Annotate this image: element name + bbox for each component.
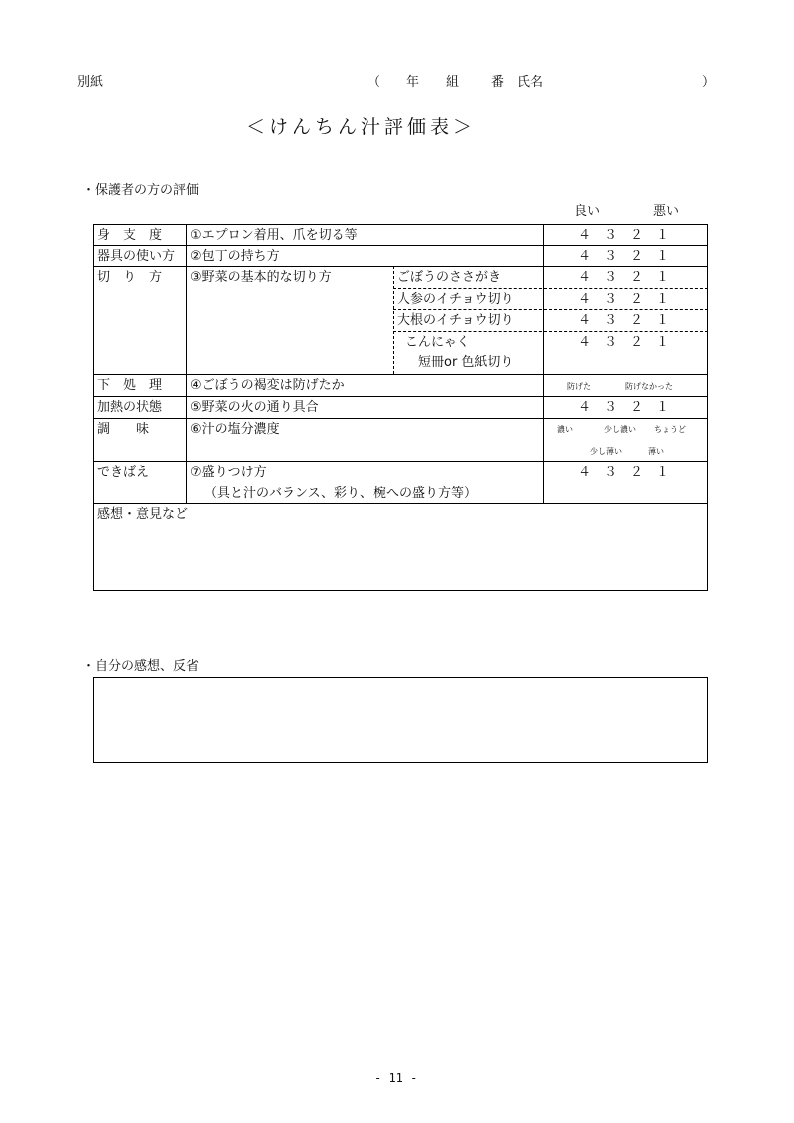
row6-option-weak[interactable]: 薄い xyxy=(648,447,664,456)
row7-category: できばえ xyxy=(97,465,150,480)
row1-item: ①エプロン着用、爪を切る等 xyxy=(190,228,358,243)
open-paren: （ xyxy=(367,75,381,90)
row2-item: ②包丁の持ち方 xyxy=(190,249,280,264)
row4-category: 下 処 理 xyxy=(97,378,163,393)
section2-heading: ・自分の感想、反省 xyxy=(82,659,200,674)
page-title: ＜けんちん汁評価表＞ xyxy=(246,116,477,138)
row6-option-slightly-strong[interactable]: 少し濃い xyxy=(604,425,636,434)
row3-category: 切 り 方 xyxy=(97,270,163,285)
name-label: 氏名 xyxy=(517,75,544,90)
year-label: 年 xyxy=(406,75,420,90)
row7-score[interactable]: ４ ３ ２ １ xyxy=(578,465,670,480)
row6-option-strong[interactable]: 濃い xyxy=(557,425,573,434)
row3-score2[interactable]: ４ ３ ２ １ xyxy=(578,292,670,307)
row3-sub4-line1: こんにゃく xyxy=(405,335,470,350)
row7-item: ⑦盛りつけ方 xyxy=(190,465,267,480)
row3-sub2: 人参のイチョウ切り xyxy=(397,292,514,307)
row5-category: 加熱の状態 xyxy=(97,400,163,415)
comment-area[interactable] xyxy=(94,525,706,589)
row6-option-just-right[interactable]: ちょうど xyxy=(654,425,686,434)
row3-item: ③野菜の基本的な切り方 xyxy=(190,270,332,285)
row3-sub1: ごぼうのささがき xyxy=(397,270,502,285)
row6-category: 調 味 xyxy=(97,422,150,437)
page-number: - 11 - xyxy=(374,1071,418,1085)
row2-score[interactable]: ４ ３ ２ １ xyxy=(578,249,670,264)
self-reflection-box[interactable] xyxy=(93,677,708,763)
row7-item-detail: （具と汁のバランス、彩り、椀への盛り方等） xyxy=(204,486,478,501)
row1-score[interactable]: ４ ３ ２ １ xyxy=(578,228,670,243)
number-label: 番 xyxy=(491,75,505,90)
row5-score[interactable]: ４ ３ ２ １ xyxy=(578,400,670,415)
class-label: 組 xyxy=(446,75,460,90)
scale-good-label: 良い xyxy=(574,204,601,219)
row6-item: ⑥汁の塩分濃度 xyxy=(190,422,280,437)
comment-label: 感想・意見など xyxy=(97,507,189,522)
annex-label: 別紙 xyxy=(77,75,104,90)
row6-option-slightly-weak[interactable]: 少し薄い xyxy=(590,447,622,456)
row4-item: ④ごぼうの褐変は防げたか xyxy=(190,378,345,393)
row3-score4[interactable]: ４ ３ ２ １ xyxy=(578,335,670,350)
close-paren: ） xyxy=(702,75,716,90)
row3-sub3: 大根のイチョウ切り xyxy=(397,313,514,328)
row4-option-not-prevented[interactable]: 防げなかった xyxy=(625,382,673,391)
row4-option-prevented[interactable]: 防げた xyxy=(567,382,591,391)
row3-score1[interactable]: ４ ３ ２ １ xyxy=(578,270,670,285)
row1-category: 身 支 度 xyxy=(97,228,163,243)
row2-category: 器具の使い方 xyxy=(97,249,176,264)
row5-item: ⑤野菜の火の通り具合 xyxy=(190,400,319,415)
row3-sub4-line2: 短冊or 色紙切り xyxy=(418,355,514,370)
row3-score3[interactable]: ４ ３ ２ １ xyxy=(578,313,670,328)
section1-heading: ・保護者の方の評価 xyxy=(82,183,200,198)
scale-bad-label: 悪い xyxy=(653,204,680,219)
